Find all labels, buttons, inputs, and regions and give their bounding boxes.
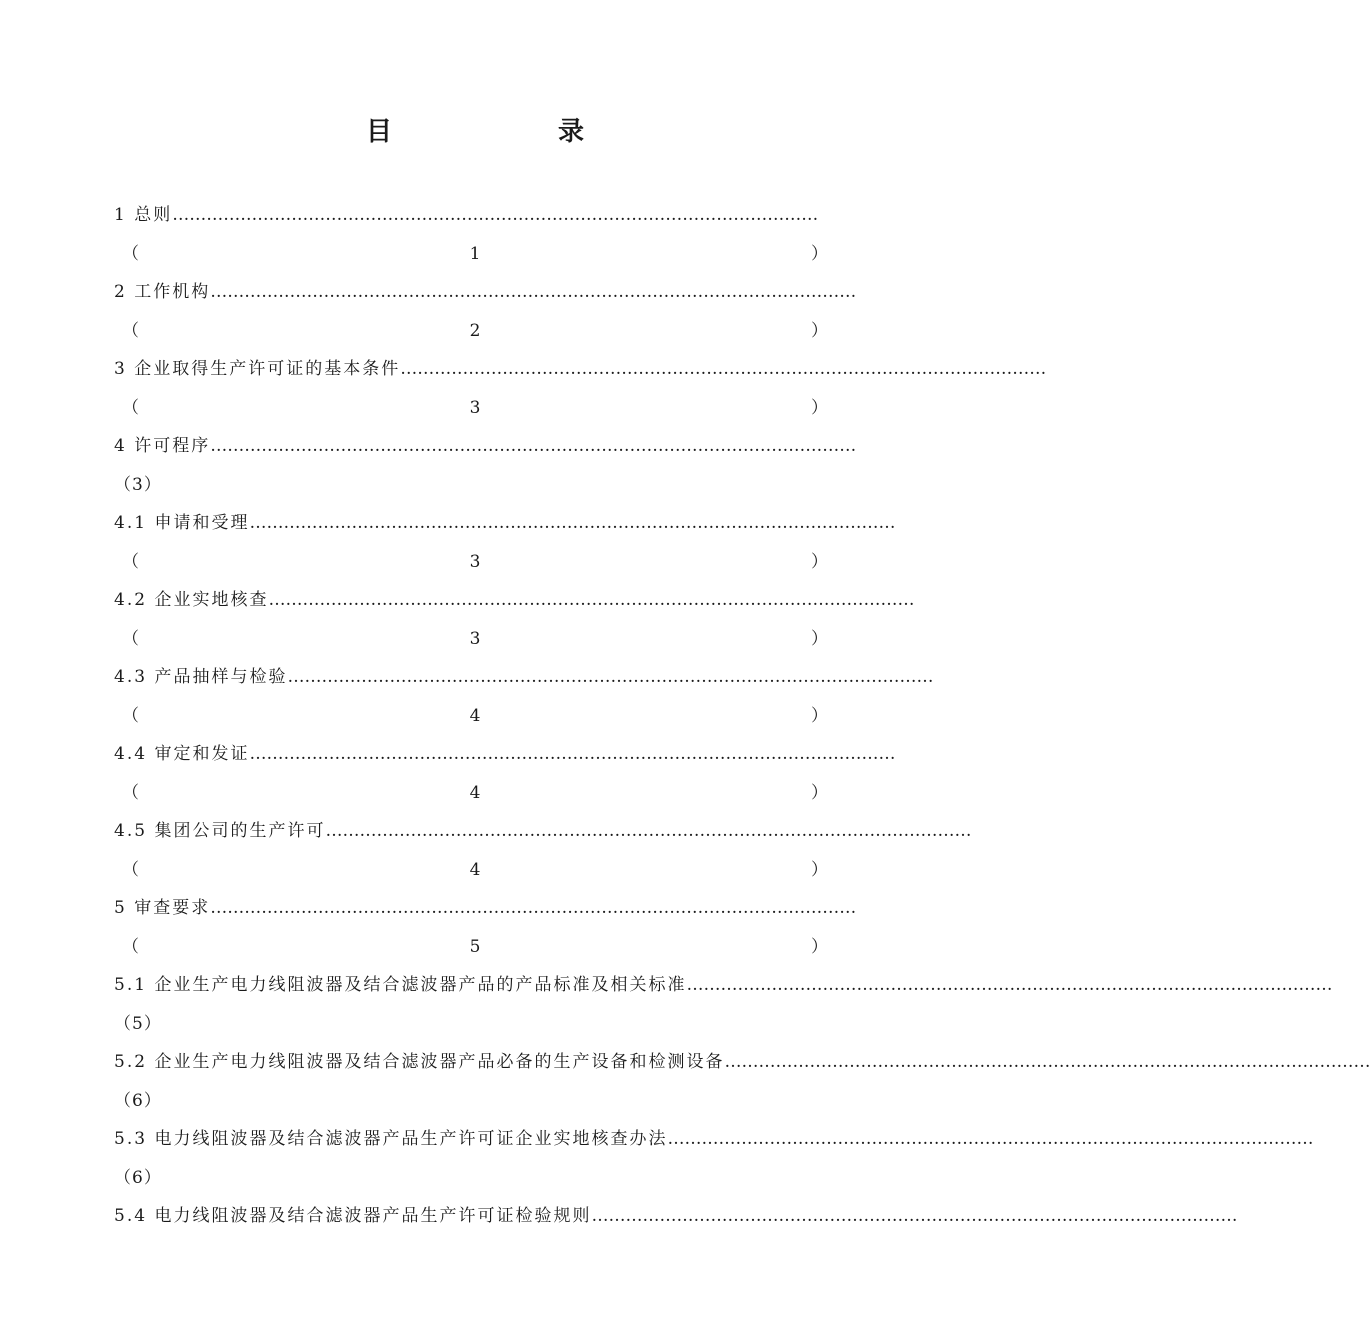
toc-entry[interactable] xyxy=(114,504,896,543)
toc-entry[interactable] xyxy=(114,1043,1370,1082)
toc-entry-label: 4.3 产品抽样与检验 xyxy=(114,667,288,687)
toc-leader-dots: …………………………………………………………………………………………………… xyxy=(210,436,857,456)
toc-entry[interactable] xyxy=(114,1197,1238,1236)
toc-entry-label: 4.5 集团公司的生产许可 xyxy=(114,821,326,841)
toc-leader-dots: …………………………………………………………………………………………………… xyxy=(172,205,819,225)
paren-open: （ xyxy=(122,551,139,572)
toc-leader-dots: …………………………………………………………………………………………………… xyxy=(667,1129,1314,1149)
toc-entry[interactable] xyxy=(114,735,896,774)
paren-close: ） xyxy=(811,397,828,418)
toc-entry[interactable] xyxy=(114,966,1333,1005)
toc-entry-label: 2 工作机构 xyxy=(114,282,211,302)
toc-page-number-line xyxy=(114,389,834,428)
paren-close: ） xyxy=(811,859,828,880)
paren-close: ） xyxy=(811,936,828,957)
toc-page-number-line xyxy=(114,543,834,582)
toc-page-number: 4 xyxy=(469,705,481,726)
paren-open: （ xyxy=(122,705,139,726)
toc-entry-label: 5 审查要求 xyxy=(114,898,211,918)
toc-leader-dots: …………………………………………………………………………………………………… xyxy=(249,513,896,533)
paren-open: （ xyxy=(122,859,139,880)
toc-entry[interactable] xyxy=(114,1120,1314,1159)
toc-leader-dots: …………………………………………………………………………………………………… xyxy=(325,821,972,841)
toc-page-number: 5 xyxy=(469,936,481,957)
toc-leader-dots: …………………………………………………………………………………………………… xyxy=(686,975,1333,995)
toc-entry-label: 4.4 审定和发证 xyxy=(114,744,250,764)
toc-entry[interactable] xyxy=(114,812,972,851)
paren-close: ） xyxy=(811,243,828,264)
toc-entry-label: 4 许可程序 xyxy=(114,436,211,456)
paren-open: （ xyxy=(122,628,139,649)
toc-leader-dots: …………………………………………………………………………………………………… xyxy=(249,744,896,764)
toc-leader-dots: …………………………………………………………………………………………………… xyxy=(400,359,1047,379)
paren-close: ） xyxy=(811,551,828,572)
toc-leader-dots: …………………………………………………………………………………………………… xyxy=(210,282,857,302)
toc-page-number-line xyxy=(114,235,834,274)
toc-page-number-line xyxy=(114,774,834,813)
toc-page-number: 4 xyxy=(469,859,481,880)
toc-entry-label: 5.1 企业生产电力线阻波器及结合滤波器产品的产品标准及相关标准 xyxy=(114,975,687,995)
toc-page-number: 4 xyxy=(469,782,481,803)
toc-entry-label: 4.2 企业实地核查 xyxy=(114,590,269,610)
paren-close: ） xyxy=(811,705,828,726)
paren-close: ） xyxy=(811,628,828,649)
paren-open: （ xyxy=(122,320,139,341)
toc-entry[interactable] xyxy=(114,350,1047,389)
toc-page-number: （5） xyxy=(114,1013,162,1034)
paren-close: ） xyxy=(811,320,828,341)
toc-page-number-line xyxy=(114,697,834,736)
toc-page-number-line xyxy=(114,620,834,659)
toc-entry[interactable] xyxy=(114,889,857,928)
toc-leader-dots: …………………………………………………………………………………………………… xyxy=(724,1052,1370,1072)
toc-entry-label: 1 总则 xyxy=(114,205,173,225)
toc-entry[interactable] xyxy=(114,273,857,312)
toc-entry-label: 5.2 企业生产电力线阻波器及结合滤波器产品必备的生产设备和检测设备 xyxy=(114,1052,725,1072)
toc-page-number: 2 xyxy=(469,320,481,341)
toc-leader-dots: …………………………………………………………………………………………………… xyxy=(210,898,857,918)
paren-open: （ xyxy=(122,936,139,957)
paren-open: （ xyxy=(122,782,139,803)
page-title: 目 录 xyxy=(365,117,654,147)
toc-page-number-line xyxy=(114,928,834,967)
toc-page-number-line xyxy=(114,851,834,890)
paren-open: （ xyxy=(122,243,139,264)
toc-leader-dots: …………………………………………………………………………………………………… xyxy=(591,1206,1238,1226)
toc-page-number: 3 xyxy=(469,551,481,572)
toc-entry[interactable] xyxy=(114,196,834,235)
toc-page-number-line xyxy=(114,312,834,351)
toc-page-number: （3） xyxy=(114,474,162,495)
toc-page-number: 1 xyxy=(469,243,481,264)
toc-entry[interactable] xyxy=(114,658,934,697)
toc-page-number: 3 xyxy=(469,628,481,649)
table-of-contents xyxy=(114,196,1370,1236)
toc-page-number: 3 xyxy=(469,397,481,418)
paren-open: （ xyxy=(122,397,139,418)
toc-page-number: （6） xyxy=(114,1090,162,1111)
toc-entry-label: 5.4 电力线阻波器及结合滤波器产品生产许可证检验规则 xyxy=(114,1206,592,1226)
toc-page-number: （6） xyxy=(114,1167,162,1188)
toc-entry[interactable] xyxy=(114,427,857,466)
toc-entry-label: 5.3 电力线阻波器及结合滤波器产品生产许可证企业实地核查办法 xyxy=(114,1129,668,1149)
toc-entry-label: 4.1 申请和受理 xyxy=(114,513,250,533)
toc-entry[interactable] xyxy=(114,581,915,620)
paren-close: ） xyxy=(811,782,828,803)
toc-entry-label: 3 企业取得生产许可证的基本条件 xyxy=(114,359,401,379)
toc-leader-dots: …………………………………………………………………………………………………… xyxy=(268,590,915,610)
toc-leader-dots: …………………………………………………………………………………………………… xyxy=(287,667,934,687)
